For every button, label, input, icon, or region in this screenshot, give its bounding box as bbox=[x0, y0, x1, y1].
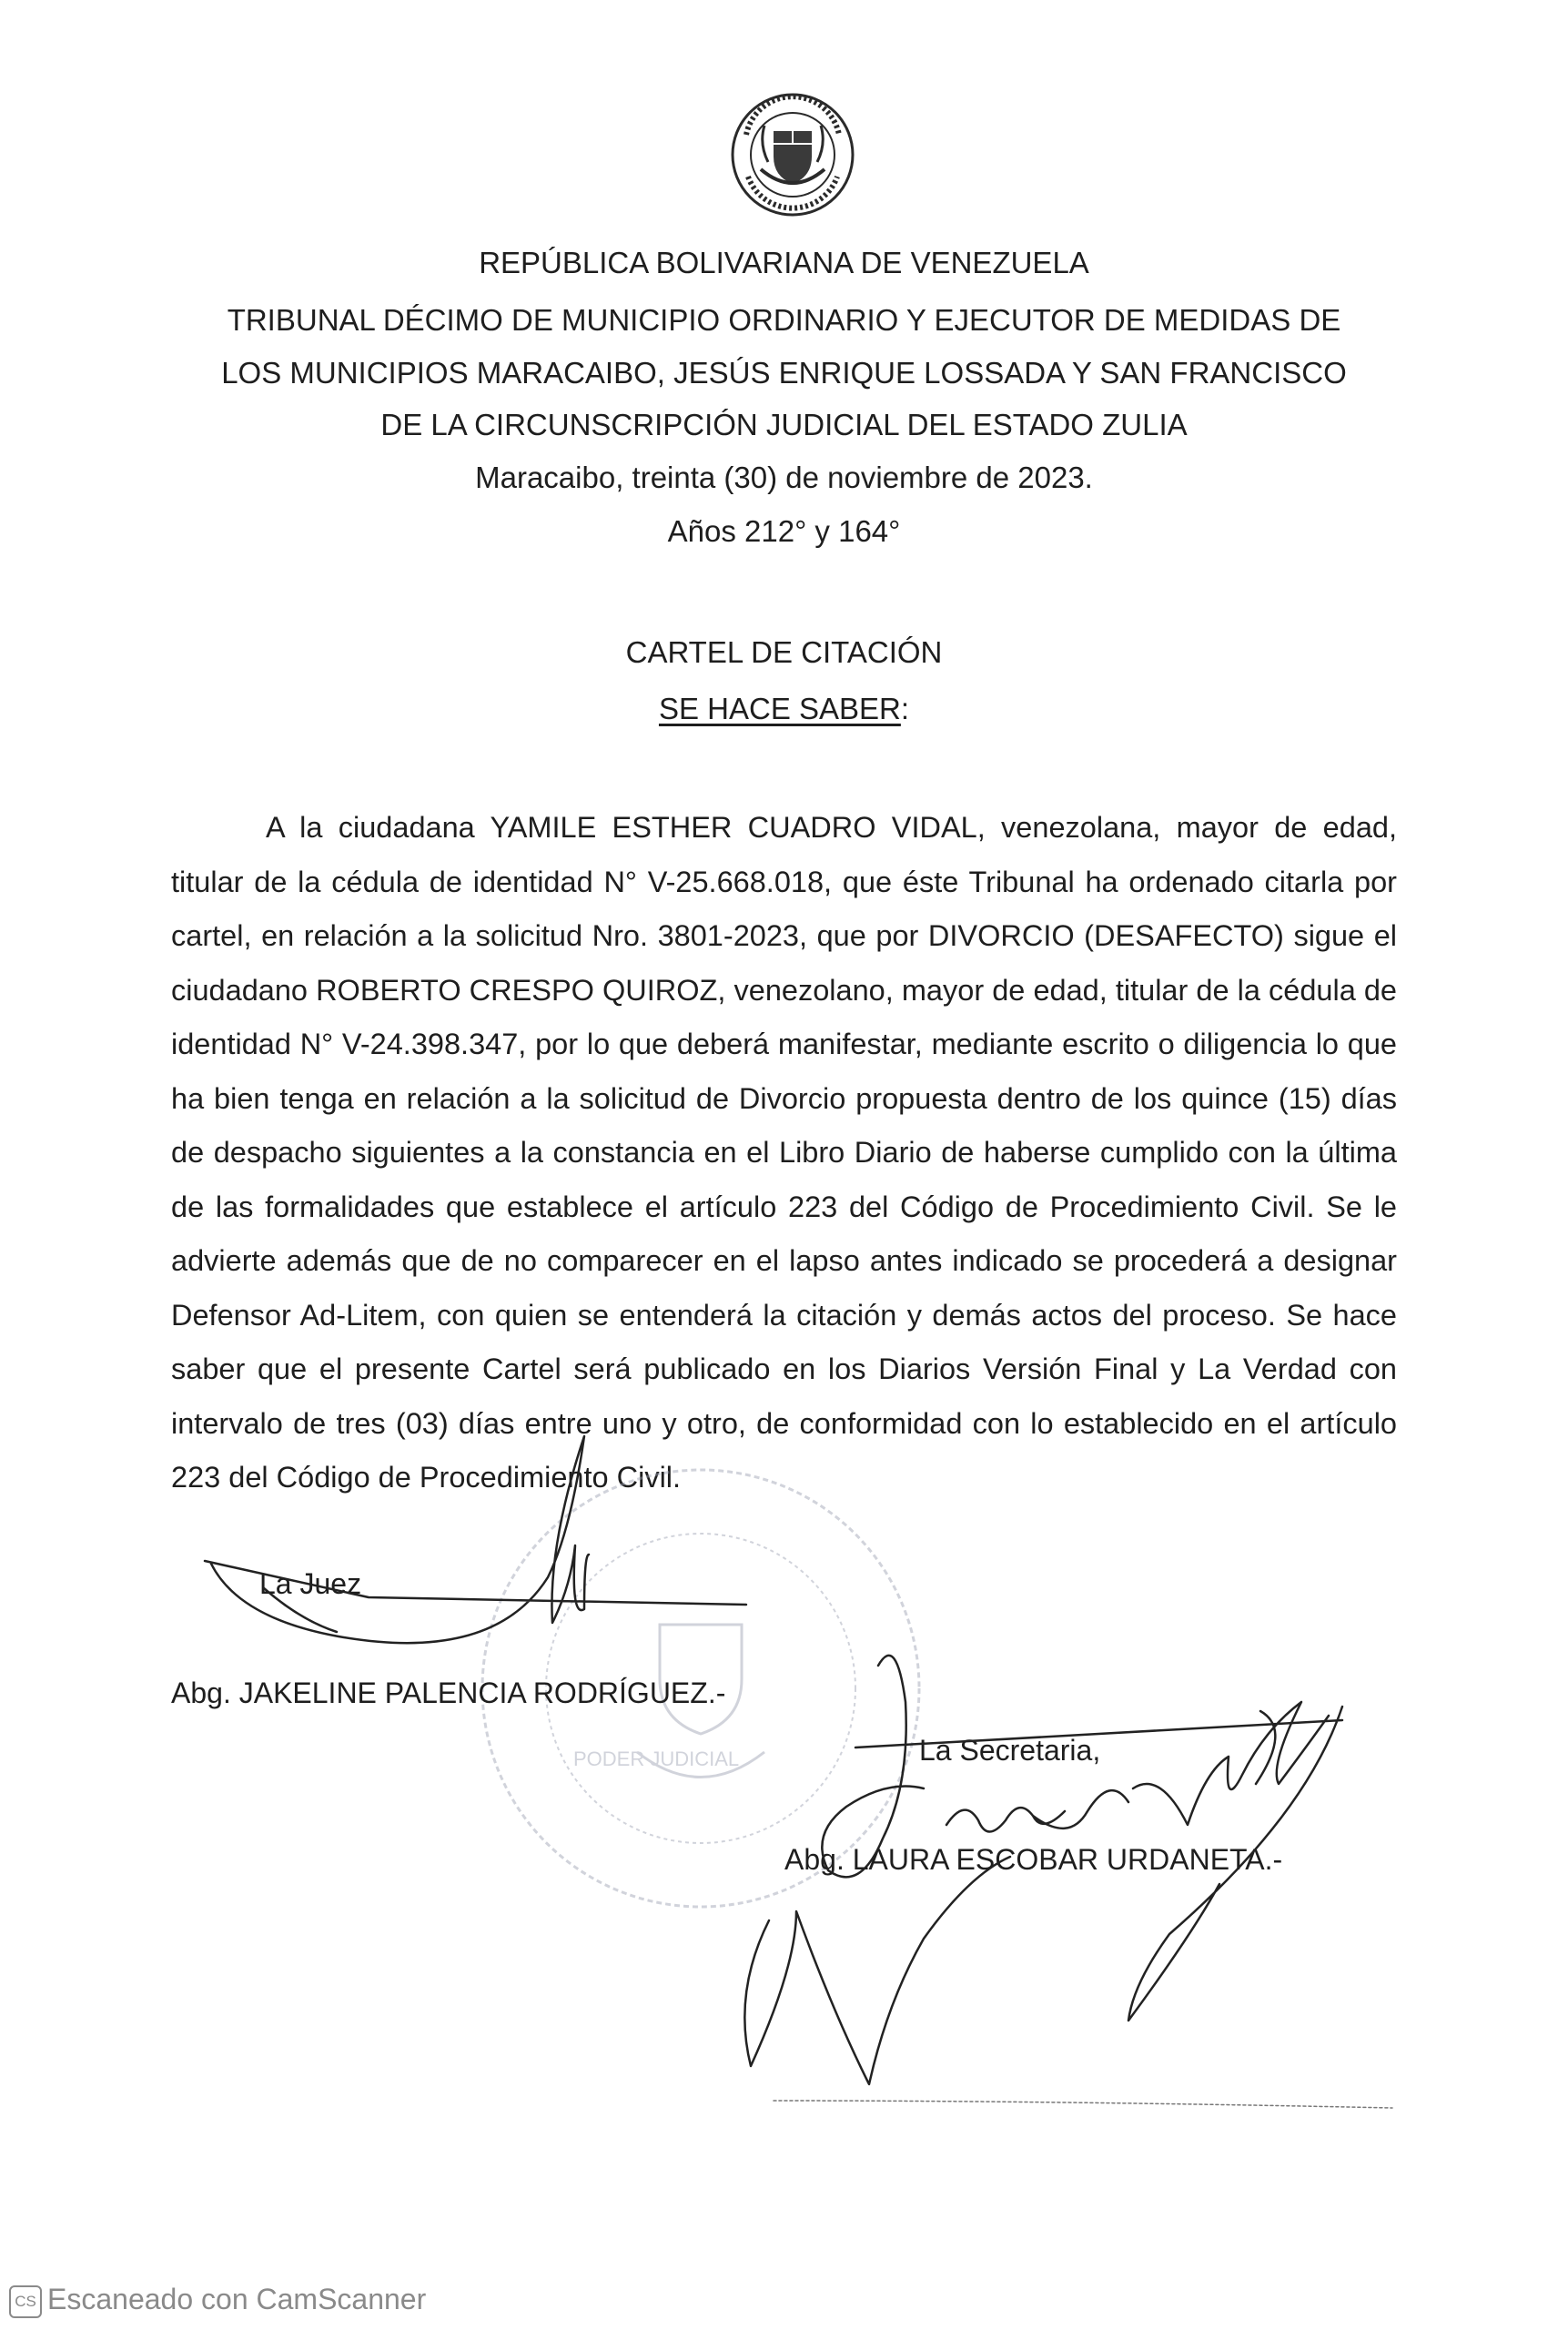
document-subtitle bbox=[0, 692, 1568, 726]
watermark-text: Escaneado con CamScanner bbox=[47, 2283, 427, 2315]
header-line-republica: REPÚBLICA BOLIVARIANA DE VENEZUELA bbox=[479, 246, 1089, 279]
stamp-text: PODER JUDICIAL bbox=[573, 1748, 740, 1770]
header-line-tribunal: TRIBUNAL DÉCIMO DE MUNICIPIO ORDINARIO Y EJECUTOR DE MEDIDAS DE bbox=[227, 303, 1341, 337]
juez-label: La Juez bbox=[259, 1567, 362, 1600]
header-line-circunscripcion: DE LA CIRCUNSCRIPCIÓN JUDICIAL DEL ESTADO ZULIA bbox=[380, 408, 1188, 441]
camscanner-icon: CS bbox=[9, 2285, 42, 2318]
juez-name: Abg. JAKELINE PALENCIA RODRÍGUEZ.- bbox=[171, 1677, 726, 1709]
citation-body-paragraph: A la ciudadana YAMILE ESTHER CUADRO VIDAL, venezolana, mayor de edad, titular de la cédula de identidad N° V-25.668.018, que éste Tribunal ha ordenado citarla por cartel, en relación a la solicitud Nro. 3801-2023, que por DIVORCIO (DESAFECTO) sigue el ciudadano ROBERTO CRESPO QUIROZ, venezolano, mayor de edad, titular de la cédula de identidad N° V-24.398.347, por lo que deberá manifestar, mediante escrito o diligencia lo que ha bien tenga en relación a la solicitud de Divorcio propuesta dentro de los quince (15) días de despacho siguientes a la constancia en el Libro Diario de haberse cumplido con la última de las formalidades que establece el artículo 223 del Código de Procedimiento Civil. Se le advierte además que de no comparecer en el lapso antes indicado se procederá a designar Defensor Ad-Litem, con quien se entenderá la citación y demás actos del proceso. Se hace saber que el presente Cartel será publicado en los Diarios Versión Final y La Verdad con intervalo de tres (03) días entre uno y otro, de conformidad con lo establecido en el artículo 223 del Código de Procedimiento Civil. bbox=[171, 811, 1397, 1494]
header-date: Maracaibo, treinta (30) de noviembre de 2023. bbox=[475, 461, 1093, 494]
subtitle-underlined: SE HACE SABER bbox=[658, 692, 901, 725]
header-line-municipios: LOS MUNICIPIOS MARACAIBO, JESÚS ENRIQUE LOSSADA Y SAN FRANCISCO bbox=[221, 356, 1347, 390]
scanner-watermark bbox=[9, 2283, 426, 2318]
header-years: Años 212° y 164° bbox=[667, 514, 901, 548]
secretaria-name: Abg. LAURA ESCOBAR URDANETA.- bbox=[784, 1843, 1283, 1876]
document-title: CARTEL DE CITACIÓN bbox=[625, 635, 943, 669]
subtitle-colon: : bbox=[900, 692, 910, 725]
coat-of-arms-seal-icon bbox=[728, 89, 857, 226]
secretaria-label: La Secretaria, bbox=[919, 1734, 1101, 1767]
